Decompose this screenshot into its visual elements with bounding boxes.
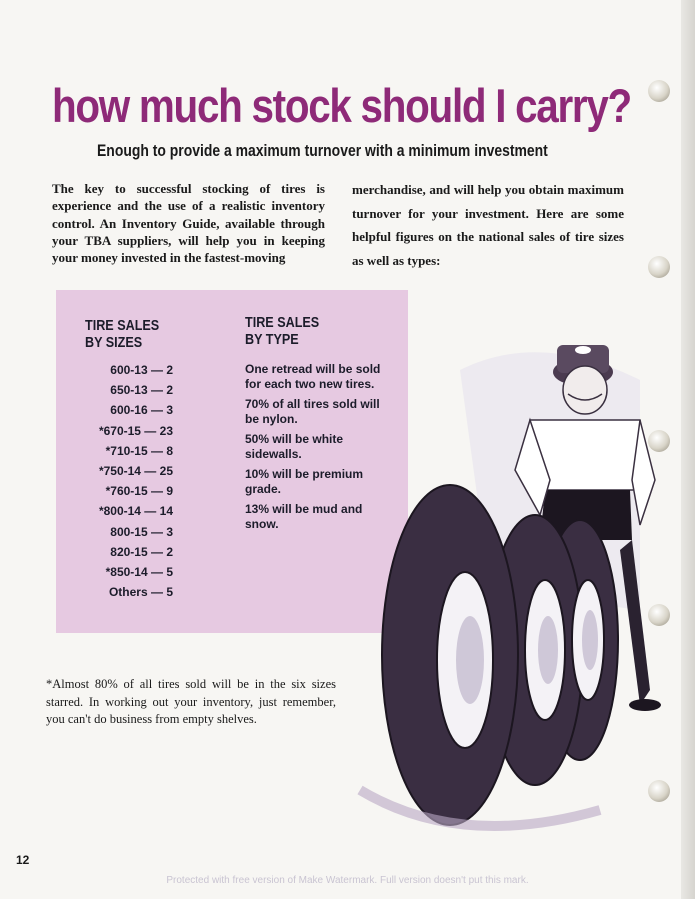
type-heading-line1: TIRE SALES bbox=[245, 314, 320, 331]
intro-right-column: merchandise, and will help you obtain maximum turnover for your investment. Here are some helpful figures on the national sales of tire sizes as well as types: bbox=[352, 182, 624, 268]
service-man-with-tires-illustration bbox=[340, 310, 670, 870]
size-item: 600-13 — 2 bbox=[110, 363, 173, 377]
page-number: 12 bbox=[16, 853, 30, 867]
sizes-heading-line1: TIRE SALES bbox=[85, 317, 160, 334]
type-heading bbox=[245, 314, 319, 348]
page-edge bbox=[681, 0, 695, 899]
size-item: 650-13 — 2 bbox=[110, 383, 173, 398]
intro-left-column: The key to successful stocking of tires is experience and the use of a realistic inventory control. An Inventory Guide, available through your TBA suppliers, will help you in keeping your money invested in the fastest-moving bbox=[52, 181, 325, 266]
size-item: *670-15 — 23 bbox=[98, 423, 173, 438]
page-title: how much stock should I carry? bbox=[52, 79, 631, 132]
size-item: *800-14 — 14 bbox=[98, 504, 173, 519]
type-item: 10% will be premium grade. bbox=[245, 467, 364, 496]
page-subtitle: Enough to provide a maximum turnover with a minimum investment bbox=[97, 141, 548, 160]
size-item: *710-15 — 8 bbox=[105, 443, 173, 458]
type-item: 50% will be white sidewalls. bbox=[245, 432, 344, 461]
binder-hole bbox=[648, 256, 670, 278]
watermark-notice: Protected with free version of Make Watermark. Full version doesn't put this mark. bbox=[166, 875, 529, 886]
size-item: 820-15 — 2 bbox=[110, 544, 173, 559]
size-item: Others — 5 bbox=[108, 585, 173, 600]
footnote: *Almost 80% of all tires sold will be in the six sizes starred. In working out your inventory, just remember, you can't do business from empty shelves. bbox=[46, 677, 336, 726]
type-item: 70% of all tires sold will be nylon. bbox=[245, 397, 380, 426]
type-item: One retread will be sold for each two new tires. bbox=[245, 362, 381, 391]
size-item: *750-14 — 25 bbox=[98, 463, 173, 478]
sizes-heading bbox=[85, 317, 159, 351]
sizes-list bbox=[83, 363, 173, 605]
type-item: 13% will be mud and snow. bbox=[245, 502, 363, 531]
type-heading-line2: BY TYPE bbox=[245, 331, 299, 348]
sizes-heading-line2: BY SIZES bbox=[85, 334, 143, 351]
size-item: 600-16 — 3 bbox=[110, 403, 173, 418]
size-item: *850-14 — 5 bbox=[105, 564, 173, 579]
size-item: *760-15 — 9 bbox=[105, 484, 173, 499]
binder-hole bbox=[648, 80, 670, 102]
size-item: 800-15 — 3 bbox=[110, 524, 173, 539]
